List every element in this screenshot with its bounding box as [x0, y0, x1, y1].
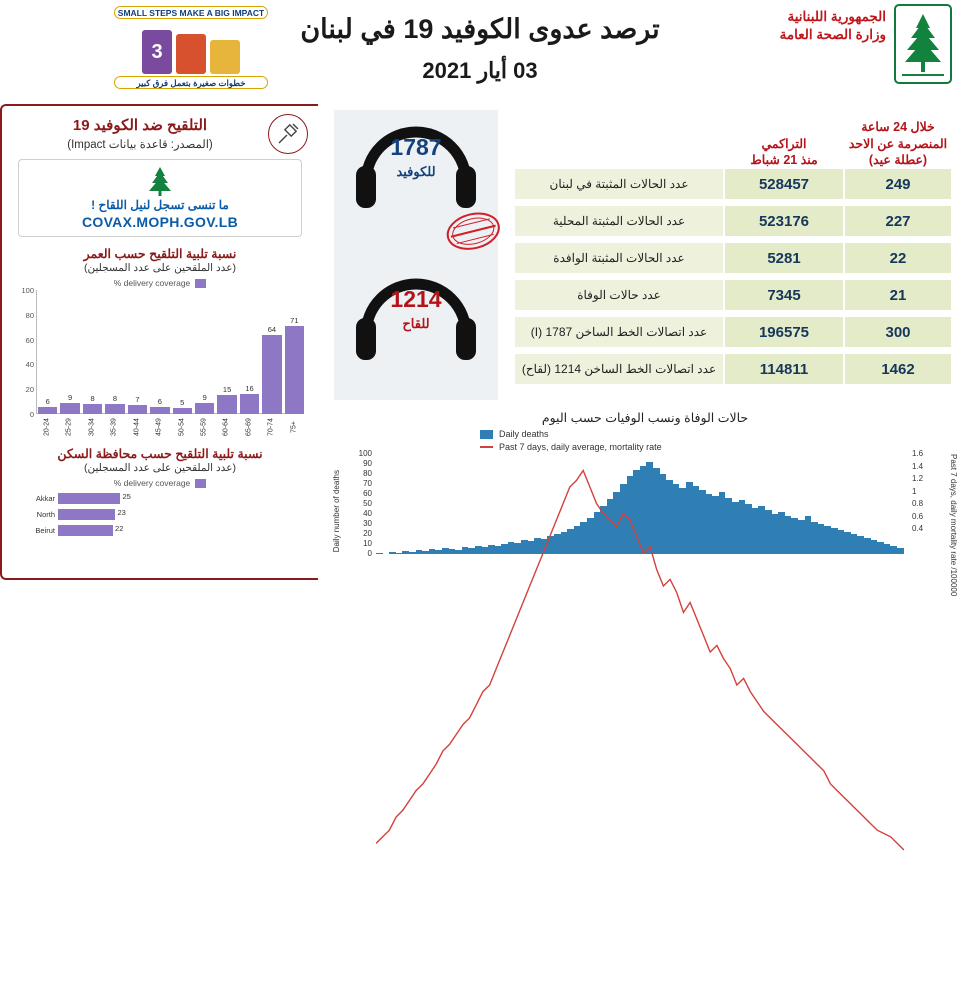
- hotline-panel: [334, 110, 498, 400]
- cell-indicator-label: عدد الحالات المثبتة المحلية: [514, 205, 724, 237]
- gov-bar: [58, 525, 113, 536]
- bar-xlabel: 40-44: [133, 418, 141, 436]
- ministry-line-2: وزارة الصحة العامة: [779, 27, 886, 43]
- bar-value: 15: [222, 385, 232, 395]
- bar-xlabel: 75+: [290, 421, 298, 433]
- age-chart-bars: [38, 290, 304, 414]
- cell-indicator-label: عدد الحالات المثبتة في لبنان: [514, 168, 724, 200]
- cell-last-24h: 249: [844, 168, 952, 200]
- bar-xlabel: 45-49: [155, 418, 163, 436]
- gov-bar-value: 25: [122, 492, 131, 501]
- gov-bar-track: [58, 493, 306, 504]
- bar-value: 16: [245, 384, 254, 394]
- impact-logo-top-text: SMALL STEPS MAKE A BIG IMPACT: [117, 8, 265, 18]
- legend-item-daily-deaths: [480, 429, 960, 439]
- y-tick: 100: [21, 286, 34, 295]
- page-title: ترصد عدوى الكوفيد 19 في لبنان: [300, 14, 660, 44]
- deaths-chart: [330, 449, 960, 597]
- y2-tick: 0.6: [912, 511, 924, 521]
- cell-cumulative: 523176: [724, 205, 844, 237]
- bar: [60, 403, 79, 414]
- gov-bar-row: [14, 524, 306, 537]
- bar: [195, 403, 214, 414]
- deaths-chart-title: حالات الوفاة ونسب الوفيات حسب اليوم: [541, 411, 749, 425]
- y2-tick: 0.8: [912, 499, 924, 508]
- bar-xlabel: 50-54: [178, 418, 186, 436]
- bar-value: 7: [135, 395, 140, 405]
- cell-last-24h: 1462: [844, 353, 952, 385]
- vaccine-url[interactable]: COVAX.MOPH.GOV.LB: [81, 214, 238, 230]
- governorate-coverage-bar-chart: [14, 492, 306, 554]
- gov-chart-header: [12, 446, 308, 474]
- table-row: [514, 168, 952, 200]
- table-header-24h: خلال 24 ساعة المنصرمة عن الاحد (عطلة عيد): [848, 120, 948, 167]
- gov-bar-track: [58, 525, 306, 536]
- gov-bar: [58, 509, 115, 520]
- y-tick: 80: [363, 469, 372, 478]
- bar-column: [60, 290, 79, 414]
- bar-column: [262, 290, 281, 414]
- hotline-number: 1787: [390, 134, 442, 160]
- bar-column: [195, 290, 214, 414]
- bar: [105, 404, 124, 414]
- age-chart-title: نسبة تلبية التلقيح حسب العمر: [83, 247, 237, 261]
- mortality-rate-line: [376, 454, 904, 982]
- vaccination-subtitle: (المصدر: قاعدة بيانات Impact): [67, 139, 213, 151]
- age-chart-xlabels: [38, 414, 304, 440]
- legend-label-daily-deaths: Daily deaths: [499, 429, 549, 439]
- bar-xlabel: 55-59: [200, 418, 208, 436]
- bar: [240, 394, 259, 414]
- legend-swatch-purple: [195, 479, 206, 488]
- hotline-label: للكوفيد: [396, 164, 436, 179]
- registration-callout: [18, 159, 302, 237]
- table-row: [514, 242, 952, 274]
- bar-value: 5: [180, 397, 185, 407]
- bar-value: 9: [202, 392, 207, 402]
- impact-number: 3: [151, 41, 163, 63]
- gov-chart-legend: [12, 478, 308, 488]
- gov-bar: [58, 493, 120, 504]
- bar-value: 6: [45, 396, 50, 406]
- page-header: [0, 0, 960, 100]
- callout-cedar: [25, 164, 295, 198]
- cedar-tree-icon: [145, 165, 175, 197]
- cell-indicator-label: عدد اتصالات الخط الساخن 1787 (I): [514, 316, 724, 348]
- cell-cumulative: 5281: [724, 242, 844, 274]
- bar-xlabel: 70-74: [267, 418, 275, 436]
- syringe-icon: [275, 121, 301, 147]
- age-coverage-bar-chart: [14, 286, 306, 440]
- y2-tick: 0.4: [912, 524, 924, 533]
- bar: [150, 407, 169, 414]
- vaccination-title: التلقيح ضد الكوفيد 19: [72, 117, 208, 134]
- bar-column: [128, 290, 147, 414]
- cell-last-24h: 227: [844, 205, 952, 237]
- cell-indicator-label: عدد الحالات المثبتة الوافدة: [514, 242, 724, 274]
- table-row: [514, 205, 952, 237]
- bar-column: [105, 290, 124, 414]
- table-header-cumulative-line1: التراكمي: [761, 136, 807, 151]
- cell-indicator-label: عدد اتصالات الخط الساخن 1214 (لقاح): [514, 353, 724, 385]
- bar-xlabel: 35-39: [110, 418, 118, 436]
- cell-cumulative: 7345: [724, 279, 844, 311]
- hotline-vaccine: [334, 262, 498, 380]
- deaths-chart-y2label: Past 7 days, daily mortality rate /100000: [949, 454, 958, 597]
- cell-cumulative: 528457: [724, 168, 844, 200]
- y-tick: 90: [363, 459, 372, 468]
- bar-column: [240, 290, 259, 414]
- cedar-tree-icon: [894, 4, 952, 84]
- cell-last-24h: 21: [844, 279, 952, 311]
- syringe-badge: [268, 114, 308, 154]
- hotline-label: للقاح: [402, 316, 430, 331]
- summary-table: [514, 106, 952, 390]
- cell-last-24h: 22: [844, 242, 952, 274]
- y-tick: 80: [25, 310, 34, 320]
- deaths-chart-plot: [376, 454, 904, 554]
- legend-label: % delivery coverage: [113, 478, 191, 488]
- bar-value: 9: [68, 392, 73, 402]
- y-tick: 70: [363, 479, 372, 488]
- bar-xlabel: 30-34: [88, 418, 96, 436]
- bar-column: [150, 290, 169, 414]
- bar-value: 71: [290, 315, 299, 325]
- y-tick: 100: [358, 449, 372, 458]
- legend-label: % delivery coverage: [113, 278, 191, 288]
- bar-value: 8: [90, 394, 95, 404]
- table-body: [514, 168, 952, 385]
- y2-tick: 1.6: [912, 449, 924, 458]
- table-row: [514, 279, 952, 311]
- y-tick: 60: [363, 489, 372, 498]
- y-tick: 40: [25, 360, 34, 370]
- gov-bar-track: [58, 509, 306, 520]
- table-row: [514, 353, 952, 385]
- register-reminder: ما تنسى تسجل لنيل اللقاح !: [91, 198, 229, 212]
- y-tick: 50: [363, 499, 372, 508]
- legend-label-mortality-rate: Past 7 days, daily average, mortality rate: [499, 442, 662, 452]
- republic-line-1: الجمهورية اللبنانية: [787, 9, 886, 24]
- age-chart-subtitle: (عدد الملقحين على عدد المسجلين): [84, 262, 236, 274]
- bar-column: [83, 290, 102, 414]
- bar-column: [217, 290, 236, 414]
- legend-item-mortality-rate: [480, 442, 960, 452]
- y-tick: 10: [363, 539, 372, 548]
- y2-tick: 1.4: [912, 461, 924, 471]
- bar: [83, 404, 102, 414]
- cell-last-24h: 300: [844, 316, 952, 348]
- y-tick: 30: [363, 519, 372, 528]
- bar: [217, 395, 236, 414]
- vaccination-panel: [0, 104, 318, 580]
- bar-column: [285, 290, 304, 414]
- cedar-logo: [894, 4, 952, 84]
- y-tick: 40: [363, 509, 372, 518]
- table-header-cumulative: [724, 136, 844, 169]
- legend-swatch-bars: [480, 430, 493, 439]
- bar-xlabel: 25-29: [66, 418, 74, 436]
- bar-value: 6: [157, 396, 162, 406]
- y2-tick: 1: [912, 486, 917, 496]
- gov-bar-row: [14, 508, 306, 521]
- gov-name: North: [36, 510, 55, 519]
- bar-column: [173, 290, 192, 414]
- gov-bar-row: [14, 492, 306, 505]
- bar: [128, 405, 147, 414]
- gov-name: Akkar: [35, 494, 55, 503]
- gov-bar-value: 23: [117, 508, 126, 517]
- page-date: 03 أيار 2021: [422, 58, 538, 83]
- bar: [38, 407, 57, 414]
- deaths-chart-ylabel: Daily number of deaths: [332, 470, 341, 553]
- table-header-row: [514, 106, 952, 168]
- bar-xlabel: 60-64: [223, 418, 231, 436]
- gov-bar-value: 22: [115, 524, 124, 533]
- cell-cumulative: 196575: [724, 316, 844, 348]
- cell-cumulative: 114811: [724, 353, 844, 385]
- y-tick: 20: [363, 529, 372, 538]
- bar-xlabel: 20-24: [43, 418, 51, 436]
- bar: [285, 326, 304, 414]
- bar-value: 8: [112, 394, 118, 404]
- legend-swatch-line: [480, 446, 493, 448]
- impact-logo-bottom-text: خطوات صغيرة بتعمل فرق كبير: [136, 78, 246, 88]
- cell-indicator-label: عدد حالات الوفاة: [514, 279, 724, 311]
- deaths-chart-legend: [330, 429, 960, 452]
- bar-value: 64: [267, 324, 277, 334]
- deaths-chart-section: [330, 410, 960, 597]
- bar: [262, 335, 281, 414]
- bar-xlabel: 65-69: [245, 418, 253, 436]
- legend-swatch-purple: [195, 279, 206, 288]
- gov-name: Beirut: [35, 526, 55, 535]
- hotline-number: 1214: [390, 286, 442, 312]
- table-header-cumulative-line2: منذ 21 شباط: [750, 152, 818, 167]
- table-row: [514, 316, 952, 348]
- gov-chart-subtitle: (عدد الملقحين على عدد المسجلين): [84, 462, 236, 474]
- age-chart-legend: [12, 278, 308, 288]
- y2-tick: 1.2: [912, 474, 924, 483]
- y-tick: 60: [25, 335, 34, 345]
- y-tick: 0: [29, 410, 34, 419]
- age-chart-header: [12, 246, 308, 274]
- y-tick: 20: [25, 385, 34, 395]
- y-tick: 0: [367, 549, 372, 558]
- ministry-block: [716, 8, 886, 44]
- bar-column: [38, 290, 57, 414]
- gov-chart-title: نسبة تلبية التلقيح حسب محافظة السكن: [57, 447, 263, 461]
